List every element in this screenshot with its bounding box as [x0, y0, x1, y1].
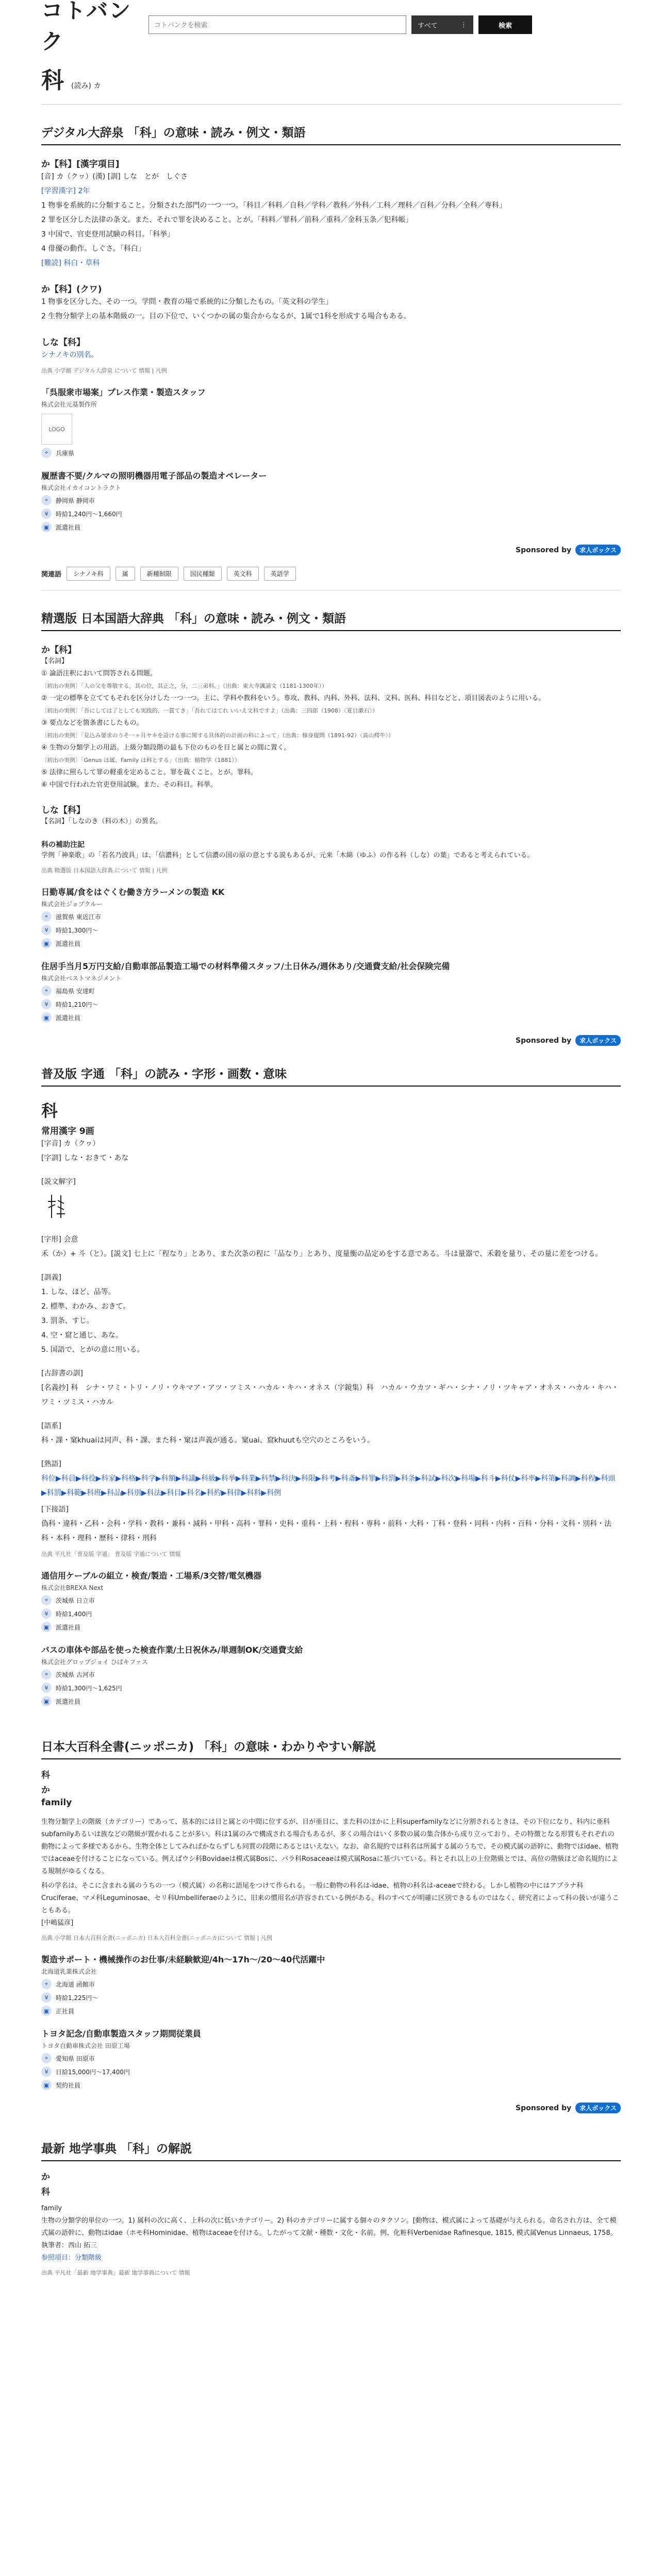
sponsor-text: Sponsored by — [516, 546, 572, 554]
kanji-line: 2. 標準、わかみ、おきて。 — [41, 1302, 130, 1311]
job-ads-4 — [41, 1953, 621, 2113]
seal-script-image — [46, 1192, 621, 1225]
source-note: 出典 小学館 日本大百科全書(ニッポニカ) 日本大百科全書(ニッポニカ)について 情報 | 凡例 — [41, 1935, 272, 1941]
job-title[interactable]: バスの車体や部品を使った検査作業/土日祝休み/単週制OK/交通費支給 — [41, 1645, 303, 1655]
job-row-text: 福島県 安達町 — [56, 987, 95, 995]
job-salary — [41, 1683, 621, 1693]
section-chigaku — [41, 2139, 621, 2277]
job-company: トヨタ自動車株式会社 田原工場 — [41, 2042, 130, 2049]
entry-head-line: 科 — [41, 2187, 50, 2197]
location-icon: ⌖ — [41, 1595, 52, 1605]
entry-line: ② 一定の標準を立ててもそれを区分けした一つ一つ。主に、学科や教科をいう。専攻、教科、内科、外科、法科、文科、医科、科目などと、項目図表のように用いる。 — [41, 694, 545, 702]
related-words — [41, 567, 621, 590]
entry-line: 【名詞】「しなのき（科の木）」の異名。 — [41, 818, 162, 825]
related-tag[interactable]: 英語学 — [264, 567, 296, 581]
yen-icon: ¥ — [41, 999, 52, 1009]
sponsor-text: Sponsored by — [516, 1036, 572, 1045]
entry-line: 2 生物分類学上の基本階級の一。目の下位で、いくつかの属の集合からなるが、1属で1科を形成する場合もある。 — [41, 312, 411, 320]
kanji-line: 3. 罰条、すじ。 — [41, 1317, 94, 1325]
site-logo[interactable]: コトバンク — [41, 0, 132, 54]
entry-heading: しな【科】 — [41, 805, 85, 816]
supplement-heading: 科の補助注記 — [41, 841, 85, 849]
entry-line: ③ 要点などを箇条書にしたもの。 — [41, 719, 143, 727]
entry-line: 3 中国で、官吏登用試験の科目。「科挙」 — [41, 230, 175, 239]
site-header — [41, 0, 621, 54]
yen-icon: ¥ — [41, 1683, 52, 1693]
job-row-text: 派遣社員 — [56, 1698, 81, 1705]
job-row-text: 茨城県 古河市 — [56, 1671, 95, 1679]
sponsor-brand[interactable]: 求人ボックス — [575, 2103, 621, 2113]
search-input[interactable] — [148, 15, 406, 34]
job-row-text: 時給1,225円〜 — [56, 1994, 98, 2002]
section-nipponica — [41, 1737, 621, 1942]
yen-icon: ¥ — [41, 2066, 52, 2077]
entry-line[interactable]: [学習漢字] 2年 — [41, 187, 90, 195]
kanji-subhead: [説文解字] — [41, 1178, 76, 1186]
job-row-text: 日給15,000円〜17,400円 — [56, 2068, 130, 2076]
entry-heading: しな【科】 — [41, 337, 85, 348]
yen-icon: ¥ — [41, 1608, 52, 1619]
location-icon: ⌖ — [41, 1979, 52, 1989]
section-heading: 精選版 日本国語大辞典 「科」の意味・読み・例文・類語 — [41, 609, 621, 631]
job-title[interactable]: 「呉服衆市場案」プレス作業・製造スタッフ — [41, 387, 206, 397]
page-reading: (読み) カ — [71, 82, 101, 90]
job-row-text: 派遣社員 — [56, 940, 81, 947]
entry-heading: か【科】 — [41, 645, 76, 655]
job-ad[interactable] — [41, 1953, 621, 2016]
page-title-row — [41, 62, 621, 105]
job-row-text: 正社員 — [56, 2007, 75, 2015]
supplement-text: 学例「神楽歌」の「若名乃波具」は、「信濃科」として信濃の国の原の意とする説もあるが、元来「木綿（ゆふ）の作る科（しな）の葉」であると考えられている。 — [41, 852, 534, 859]
page-title: 科 — [41, 67, 64, 94]
kanji-line: [字訓] しな・おきて・あな — [41, 1154, 129, 1162]
source-note: 出典 平凡社「普及版 字通」 普及版 字通について 情報 — [41, 1551, 181, 1557]
job-ad[interactable] — [41, 1643, 621, 1706]
entry-line: 4 俳優の動作。しぐさ。「科白」 — [41, 245, 145, 253]
job-type — [41, 522, 621, 532]
related-tag[interactable]: 新種制限 — [140, 567, 178, 581]
citation: 〔初出の実例〕「人の父を尊敬する，其の位，其正之，分，二三弟科。」（出典：東大寺諷誦文（1181-1300年）） — [41, 683, 327, 689]
section-seisenban — [41, 609, 621, 874]
citation: 〔初出の実例〕「見込み要求のうそ一ヶ月ヤキを設ける事に関する具体的の計画の科によって」（出典：修身提問（1891-92）〈高山樗牛〉） — [41, 732, 394, 739]
entry-line[interactable]: シナノキの別名。 — [41, 351, 98, 359]
job-row-text: 兵庫県 — [56, 449, 75, 457]
job-ad[interactable] — [41, 386, 621, 458]
kanji-line: 禾（か）+ 斗（と）。[説文] 七上に「程なり」とあり、また次条の程に「品なり」とあり、度量衡の品定めをする意である。斗は量器で、禾穀を量り、その量に差をつける。 — [41, 1250, 603, 1258]
section-heading: 日本大百科全書(ニッポニカ) 「科」の意味・わかりやすい解説 — [41, 1737, 621, 1759]
location-icon: ⌖ — [41, 1669, 52, 1680]
entry-line: 【名詞】 — [41, 657, 69, 665]
job-salary — [41, 925, 621, 935]
entry-line: ⑤ 法律に照らして罪の軽重を定めること。罪を裁くこと。とが。罪科。 — [41, 769, 257, 776]
kanji-subhead: [熟語] — [41, 1460, 61, 1468]
citation: 〔初出の実例〕「吾にしては了としても実践的、一貫てき」「吾れてはてれ いいえ文科ですよ」（出典：三四郎（1908）〈夏目漱石〉） — [41, 707, 378, 714]
related-tag[interactable]: 英文科 — [227, 567, 259, 581]
related-tag[interactable]: 属 — [115, 567, 135, 581]
kanji-line: [字形] 会意 — [41, 1235, 78, 1244]
entry-line: 1 物事を系統的に分類すること。分類された部門の一つ一つ。「科目／科料／自科／学科／教科／外科／工科／理科／百科／分科／全科／専科」 — [41, 201, 506, 210]
search-bar — [148, 15, 532, 34]
author: 執筆者：西山 拓三 — [41, 2242, 97, 2249]
related-tag[interactable]: シナノキ科 — [67, 567, 110, 581]
job-title[interactable]: トヨタ記念/自動車製造スタッフ期間従業員 — [41, 2029, 201, 2039]
sponsor-line — [41, 545, 621, 555]
job-location — [41, 495, 621, 505]
job-location — [41, 1595, 621, 1605]
job-location — [41, 911, 621, 922]
entry-line[interactable]: [難読] 科白・草科 — [41, 259, 100, 267]
job-ad[interactable] — [41, 886, 621, 948]
category-select-label: すべて — [418, 22, 438, 30]
job-row-text: 滋賀県 東近江市 — [56, 913, 101, 921]
compound-list[interactable]: 科位▶科員▶科役▶科家▶科格▶科学▶科額▶科議▶科級▶科挙▶科業▶科禁▶科決▶科限▶科考▶科斎▶科罪▶科罰▶科条▶科試▶科次▶科場▶科斗▶科仗▶科率▶科第▶科調▶科程▶科頭▶科罰▶科範▶科班▶科品▶科別▶科法▶科目▶科名▶科約▶科律▶科料▶科例 — [41, 1475, 616, 1497]
kanji-grade: 常用漢字 9画 — [41, 1126, 94, 1137]
entry-sub: family — [41, 2205, 62, 2212]
job-type — [41, 938, 621, 948]
sponsor-text: Sponsored by — [516, 2104, 572, 2112]
reference[interactable]: 参照項目：分類階級 — [41, 2254, 102, 2262]
job-company: 株式会社ジョブクルー — [41, 901, 103, 908]
entry-line: [音] カ（クヮ）(漢) [訓] しな とが しぐさ — [41, 173, 188, 181]
briefcase-icon: ▣ — [41, 1012, 52, 1023]
section-heading: 普及版 字通 「科」の読み・字形・画数・意味 — [41, 1064, 621, 1087]
job-salary — [41, 1992, 621, 2003]
location-icon: ⌖ — [41, 986, 52, 996]
job-type — [41, 1622, 621, 1632]
sponsor-line — [41, 1035, 621, 1046]
yen-icon: ¥ — [41, 1992, 52, 2003]
job-ads-3 — [41, 1569, 621, 1706]
job-row-text: 北海道 函館市 — [56, 1980, 95, 1988]
job-row-text: 時給1,300円〜1,625円 — [56, 1684, 122, 1692]
job-ad[interactable] — [41, 960, 621, 1023]
sponsor-brand[interactable]: 求人ボックス — [575, 545, 621, 555]
section-heading: 最新 地学事典 「科」の解説 — [41, 2139, 621, 2161]
job-row-text: 静岡県 静岡市 — [56, 497, 95, 504]
section-heading: デジタル大辞泉 「科」の意味・読み・例文・類語 — [41, 123, 621, 145]
entry-head-line: 科 — [41, 1770, 50, 1781]
job-ad[interactable] — [41, 469, 621, 532]
entry-line: 2 罪を区分した法律の条文。また、それで罪を決めること。とが。「科料／罪科／前科／重科／金科玉条／犯科帳」 — [41, 216, 413, 224]
job-title[interactable]: 履歴書不要/クルマの照明機器用電子部品の製造オペレーター — [41, 471, 267, 481]
briefcase-icon: ▣ — [41, 2080, 52, 2090]
kanji-line: [名義抄] 科 シナ・ワミ・トリ・ノリ・ウキマア・アツ・ツミス・ハカル・キハ・オネス（字鏡集）科 ハカル・ウカツ・ギハ・シナ・ノリ・ツキャア・オネス・ハカル・キハ・ワミ・ツミス・ハカル — [41, 1384, 619, 1406]
kanji-line: 1. しな、ほど、品等。 — [41, 1288, 115, 1296]
kanji-line: [字音] カ（クヮ） — [41, 1140, 100, 1148]
job-row-text: 時給1,210円〜 — [56, 1001, 98, 1008]
job-row-text: 愛知県 田原市 — [56, 2055, 95, 2062]
job-company: 株式会社ベストマネジメント — [41, 975, 122, 982]
kanji-headword: 科 — [41, 1101, 58, 1121]
entry-line: ④ 生物の分類学上の用語。上級分類段階の最も下位のものを目と属との間に置く。 — [41, 744, 291, 752]
job-row-text: 派遣社員 — [56, 523, 81, 531]
job-company: 株式会社イカイコントラクト — [41, 484, 121, 492]
location-icon: ⌖ — [41, 495, 52, 505]
citation: 〔初出の実例〕「Genus は属、Family は科とする」（出典：植物学（1881）） — [41, 757, 240, 764]
job-salary — [41, 509, 621, 519]
kanji-line: 5. 国語で、とがの意に用いる。 — [41, 1346, 144, 1354]
entry-line: ① 論語注釈において問答される問題。 — [41, 670, 157, 677]
related-label: 関連語 — [41, 571, 62, 579]
entry-head-line: family — [41, 1798, 72, 1808]
location-icon: ⌖ — [41, 911, 52, 922]
job-type — [41, 1012, 621, 1023]
entry-head-line: か — [41, 1785, 50, 1795]
sponsor-line — [41, 2103, 621, 2113]
job-type — [41, 2006, 621, 2016]
kanji-subhead: [訓義] — [41, 1274, 61, 1282]
job-title[interactable]: 通信用ケーブルの組立・検査/製造・工場系/3交替/電気機器 — [41, 1571, 262, 1581]
job-row-text: 派遣社員 — [56, 1014, 81, 1022]
job-row-text: 派遣社員 — [56, 1623, 81, 1631]
entry-heading: か【科】(クワ) — [41, 284, 102, 295]
job-company: 株式会社BREXA Next — [41, 1584, 104, 1591]
job-salary — [41, 2066, 621, 2077]
job-ads-2 — [41, 886, 621, 1046]
search-button[interactable]: 検索 — [478, 15, 532, 34]
location-icon: ⌖ — [41, 448, 52, 458]
yen-icon: ¥ — [41, 925, 52, 935]
job-type — [41, 1696, 621, 1706]
job-title[interactable]: 日勤専属/食をはぐくむ働き方ラーメンの製造 KK — [41, 887, 225, 897]
job-company: 株式会社元基製作所 — [41, 401, 97, 408]
job-location — [41, 2053, 621, 2063]
section-daijisen — [41, 123, 621, 375]
compound-list: 偽科・違科・乙科・会科・学科・教科・兼科・減科・甲科・高科・罪科・史科・重科・上科・程科・専科・前科・大科・丁科・登科・同科・内科・百科・分科・文科・別科・法科・本科・理科・歴科・律科・刑科 — [41, 1520, 611, 1543]
kanji-line: 4. 空・窟と通じ、あな。 — [41, 1331, 123, 1340]
source-note: 出典 小学館 デジタル大辞泉 について 情報 | 凡例 — [41, 367, 167, 374]
job-salary — [41, 999, 621, 1009]
sponsor-brand[interactable]: 求人ボックス — [575, 1035, 621, 1046]
entry-line: ⑥ 中国で行われた官吏登用試験。また、その科目。科挙。 — [41, 781, 217, 789]
job-title[interactable]: 製造サポート・機械操作のお仕事/未経験歓迎/4h〜17h〜/20〜40代活躍中 — [41, 1955, 325, 1964]
job-location — [41, 1669, 621, 1680]
job-company: 株式会社グロップジョイ ひばキファス — [41, 1658, 148, 1666]
job-type — [41, 2080, 621, 2090]
job-company: 北海道乳業株式会社 — [41, 1968, 97, 1975]
job-location — [41, 986, 621, 996]
entry-heading: か【科】[漢字項目] — [41, 159, 120, 170]
briefcase-icon: ▣ — [41, 2006, 52, 2016]
category-select[interactable] — [411, 15, 473, 34]
job-location — [41, 448, 621, 458]
entry-body: 生物の分類学的単位の一つ。1) 属科の次に高く、上科の次に低いカテゴリー。2) 科のカテゴリーに属する個々のタクソン。[動物は、模式属によって基礎が与えられる。命名され方は、全て模式属の語幹に、動物はidae（ホモ科Hominidae、植物はaceaeを付ける。したがって文献・種数・文化・名前。例、化粧科Verbenidae Rafinesque, 1815, 模式属Venus Linnaeus, 1758。 — [41, 2217, 617, 2237]
company-logo: LOGO — [41, 414, 72, 445]
kanji-subhead: [語系] — [41, 1422, 61, 1430]
briefcase-icon: ▣ — [41, 1622, 52, 1632]
chevron-down-icon: ⋮ — [460, 21, 467, 29]
briefcase-icon: ▣ — [41, 522, 52, 532]
kanji-line: 科・課・窠khuaiは同声、科・課、また科・窠は声義が通る。窠uai、窟khuutも空穴のところをいう。 — [41, 1436, 374, 1445]
job-ad[interactable] — [41, 1569, 621, 1632]
location-icon: ⌖ — [41, 2053, 52, 2063]
job-location — [41, 1979, 621, 1989]
job-title[interactable]: 住居手当月5万円支給/自動車部品製造工場での材料準備スタッフ/土日休み/週休あり/交通費支給/社会保険完備 — [41, 961, 450, 971]
entry-body: 生物分類学上の階級（カテゴリー）であって、基本的には目と属との中間に位するが、目が亜目に、また科のほかに上科superfamilyなどに分割されるときは、その下位になり、科内に亜科subfamilyあるいは族などの階級が置かれることが多い。科は1属のみで構成される場合もあるが、多くの場合はいく多数の属の集合体から成り立っており、その特徴となる形質もそれぞれの動物によって多様であるから、生物全体としてみればかならずしも同質の段階にあるとはいえない。なお、命名規約では科名は所属する属のうちで、その模式属の語幹に、動物ではidae、植物ではaceaeを付けることになっている。例えばウシ科Bovidaeは模式属Bosに、バラ科Rosaceaeは模式属Rosaに基づいている。科とそれ以上の上位階級とでは、高位の階級ほど命名規約による規制がゆるくなる。 — [41, 1818, 619, 1875]
briefcase-icon: ▣ — [41, 938, 52, 948]
kanji-subhead: [下接語] — [41, 1505, 69, 1514]
author: [中嶋猛彦] — [41, 1919, 74, 1927]
job-row-text: 時給1,240円〜1,660円 — [56, 510, 122, 518]
related-tag[interactable]: 国民種類 — [184, 567, 222, 581]
seal-script-glyph — [46, 1192, 67, 1220]
entry-line: 1 物事を区分した、その一つ。学問・教育の場で系統的に分類したもの。「英文科の学生」 — [41, 298, 333, 306]
source-note: 出典 平凡社「最新 地学事典」最新 地学事典について 情報 — [41, 2269, 190, 2276]
job-row-text: 茨城県 日立市 — [56, 1597, 95, 1604]
job-salary — [41, 1608, 621, 1619]
entry-head-line: か — [41, 2172, 50, 2182]
job-ads-1 — [41, 386, 621, 555]
source-note: 出典 精選版 日本国語大辞典 について 情報 | 凡例 — [41, 867, 168, 874]
kanji-subhead: [古辞書の訓] — [41, 1369, 83, 1378]
entry-body: 科の学名は、そこに含まれる属のうちの一つ（模式属）の名称に語尾をつけて作られる。一般に動物の科名は-idae、植物の科名は-aceaeで終わる。しかし植物の中にはアブラナ科Cruciferae、マメ科Leguminosae、セリ科Umbelliferaeのように、旧来の慣用名が許容されている例がある。科のすべてが明確に区別できるものではなく、研究者によって科の扱いが違うこともある。 — [41, 1882, 619, 1914]
job-row-text: 時給1,400円 — [56, 1610, 92, 1618]
job-row-text: 時給1,300円〜 — [56, 926, 98, 934]
logo-area[interactable] — [41, 0, 134, 56]
yen-icon: ¥ — [41, 509, 52, 519]
job-ad[interactable] — [41, 2027, 621, 2090]
job-row-text: 契約社員 — [56, 2081, 81, 2089]
section-jitsu — [41, 1064, 621, 1558]
briefcase-icon: ▣ — [41, 1696, 52, 1706]
